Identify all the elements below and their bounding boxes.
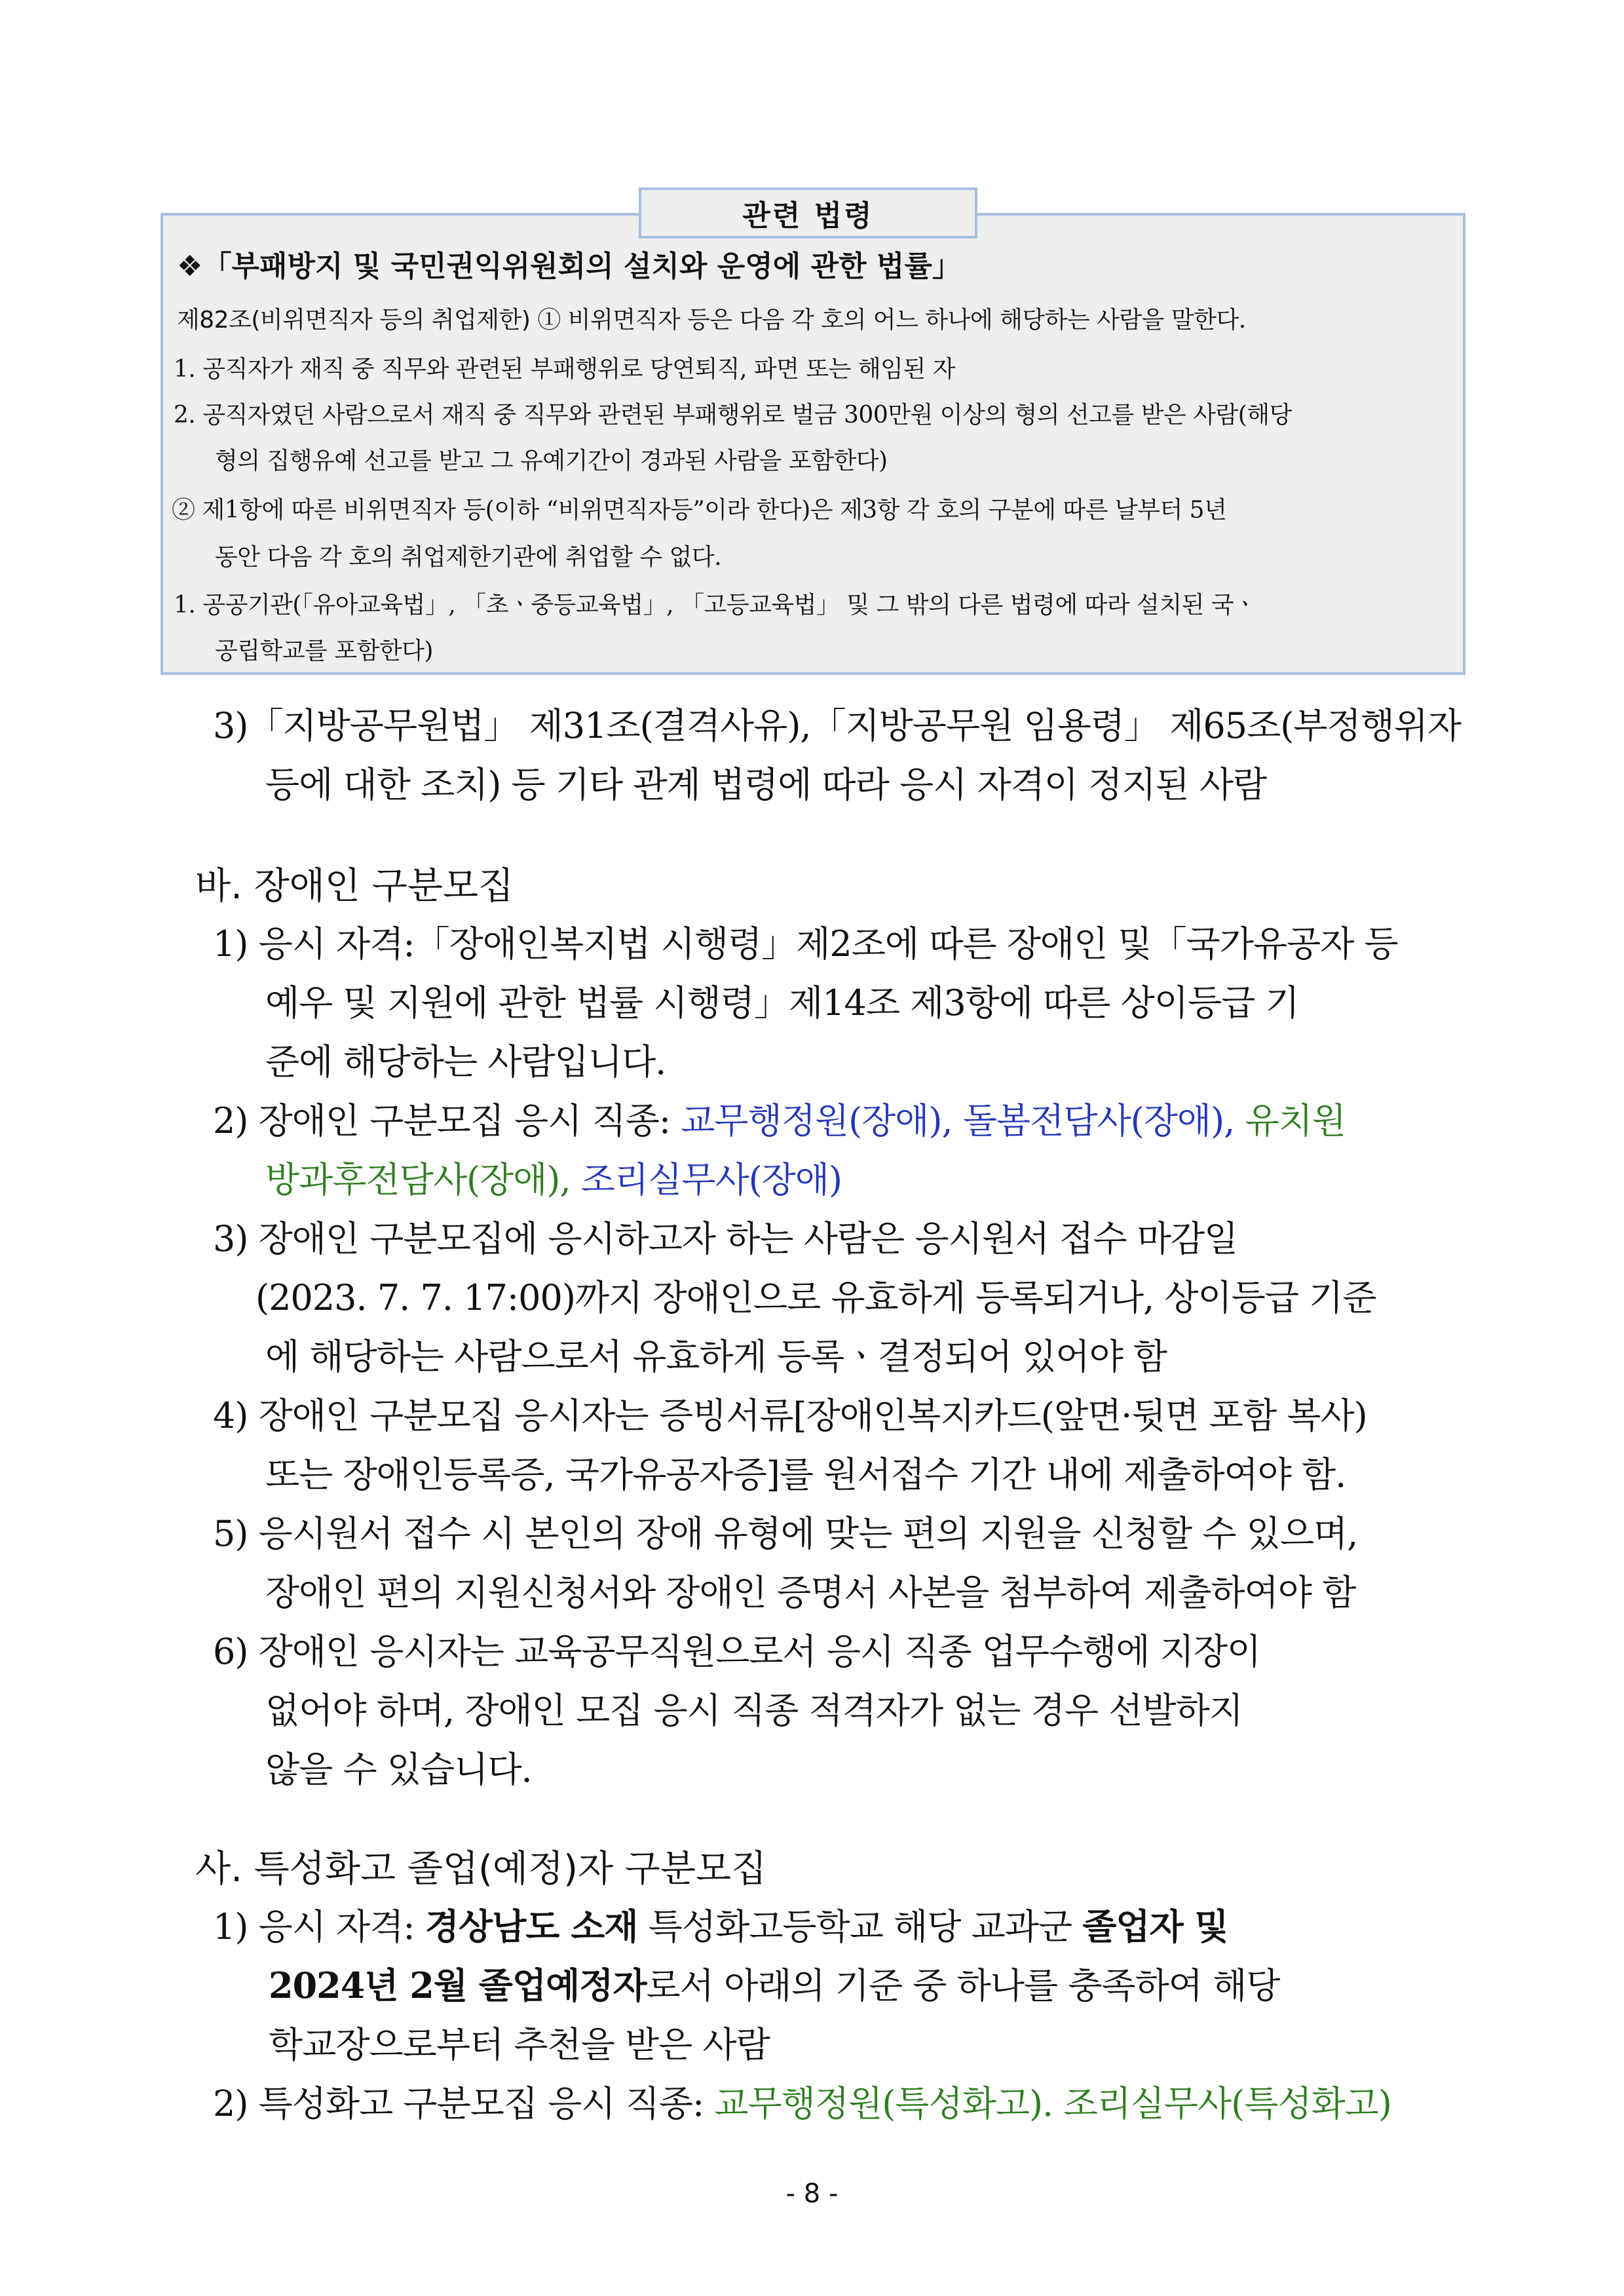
ba-item-4-line-1: 4) 장애인 구분모집 응시자는 증빙서류[장애인복지카드(앞면·뒷면 포함 복사): [213, 1395, 1367, 1436]
law-reference-tab: 관련 법령: [639, 187, 977, 239]
law-line-1: 1. 공직자가 재직 중 직무와 관련된 부패행위로 당연퇴직, 파면 또는 해임된 자: [174, 356, 955, 383]
law-line-6: 1. 공공기관(「유아교육법」, 「초ㆍ중등교육법」, 「고등교육법」 및 그 밖의 다른 법령에 따라 설치된 국ㆍ: [174, 592, 1256, 619]
law-article-line: [177, 301, 1246, 335]
ba-item-5-line-2: 장애인 편의 지원신청서와 장애인 증명서 사본을 첨부하여 제출하여야 함: [265, 1572, 1356, 1613]
sa-item-1-region: 경상남도 소재: [425, 1905, 638, 1947]
sa-item-1-line-3: 학교장으로부터 추천을 받은 사람: [269, 2024, 770, 2065]
section-heading-vocational-high-school: 사. 특성화고 졸업(예정)자 구분모집: [195, 1848, 767, 1890]
law-line-7: 공립학교를 포함한다): [215, 638, 433, 664]
ba-item-3-line-2: (2023. 7. 7. 17:00)까지 장애인으로 유효하게 등록되거나, 상이등급 기준: [255, 1277, 1376, 1318]
ba-item-2-jobs-blue-2: 조리실무사(장애): [580, 1159, 842, 1200]
disqualification-item-3-line-2: 등에 대한 조치) 등 기타 관계 법령에 따라 응시 자격이 정지된 사람: [265, 764, 1267, 805]
sa-item-1-mid: 특성화고등학교 해당 교과군: [637, 1906, 1083, 1947]
ba-item-5-line-1: 5) 응시원서 접수 시 본인의 장애 유형에 맞는 편의 지원을 신청할 수 있으며,: [213, 1513, 1358, 1554]
disqualification-item-3-line-1: 3)「지방공무원법」 제31조(결격사유),「지방공무원 임용령」 제65조(부정행위자: [213, 705, 1462, 746]
ba-item-1-line-3: 준에 해당하는 사람입니다.: [265, 1041, 666, 1082]
ba-item-4-line-2: 또는 장애인등록증, 국가유공자증]를 원서접수 기간 내에 제출하여야 함.: [265, 1454, 1346, 1495]
ba-item-1-line-1: 1) 응시 자격:「장애인복지법 시행령」제2조에 따른 장애인 및「국가유공자 등: [213, 923, 1398, 965]
ba-item-2-line-2: [265, 1152, 842, 1202]
sa-item-2-line-1: [213, 2076, 1391, 2126]
ba-item-2-jobs-green-1: 유치원: [1245, 1100, 1346, 1141]
ba-item-3-line-3: 에 해당하는 사람으로서 유효하게 등록ㆍ결정되어 있어야 함: [265, 1336, 1167, 1377]
page-number: - 8 -: [785, 2179, 839, 2209]
ba-item-2-jobs-blue: 교무행정원(장애), 돌봄전담사(장애),: [681, 1100, 1235, 1141]
sa-item-1-line-1: [213, 1899, 1228, 1949]
law-article-head: 제82조(비위면직자 등의 취업제한): [177, 307, 531, 334]
ba-item-2-jobs-green-2: 방과후전담사(장애),: [265, 1159, 571, 1200]
ba-item-2-line-1: [213, 1093, 1346, 1143]
law-line-3: 형의 집행유예 선고를 받고 그 유예기간이 경과된 사람을 포함한다): [215, 448, 888, 474]
section-heading-disabled-recruitment: 바. 장애인 구분모집: [195, 865, 514, 908]
law-title: ❖「부패방지 및 국민권익위원회의 설치와 운영에 관한 법률」: [177, 250, 961, 283]
law-line-2: 2. 공직자였던 사람으로서 재직 중 직무와 관련된 부패행위로 벌금 300만원 이상의 형의 선고를 받은 사람(해당: [174, 402, 1292, 429]
sa-item-2-jobs: 교무행정원(특성화고). 조리실무사(특성화고): [714, 2083, 1391, 2124]
sa-item-1-criteria: 로서 아래의 기준 중 하나를 충족하여 해당: [646, 1965, 1280, 2006]
sa-item-1-prefix: 1) 응시 자격:: [213, 1906, 425, 1947]
ba-item-6-line-3: 않을 수 있습니다.: [265, 1749, 532, 1790]
ba-item-6-line-1: 6) 장애인 응시자는 교육공무직원으로서 응시 직종 업무수행에 지장이: [213, 1631, 1261, 1672]
law-article-text: ① 비위면직자 등은 다음 각 호의 어느 하나에 해당하는 사람을 말한다.: [537, 307, 1246, 334]
law-line-5: 동안 다음 각 호의 취업제한기관에 취업할 수 없다.: [215, 544, 722, 571]
sa-item-1-graduates: 졸업자 및: [1082, 1905, 1228, 1947]
sa-item-1-line-2: [269, 1958, 1279, 2008]
ba-item-6-line-2: 없어야 하며, 장애인 모집 응시 직종 적격자가 없는 경우 선발하지: [265, 1690, 1243, 1731]
law-line-4: ② 제1항에 따른 비위면직자 등(이하 “비위면직자등”이라 한다)은 제3항 각 호의 구분에 따른 날부터 5년: [172, 497, 1227, 524]
sa-item-1-expected-graduates: 2024년 2월 졸업예정자: [269, 1964, 647, 2006]
ba-item-1-line-2: 예우 및 지원에 관한 법률 시행령」제14조 제3항에 따른 상이등급 기: [265, 982, 1299, 1024]
ba-item-3-line-1: 3) 장애인 구분모집에 응시하고자 하는 사람은 응시원서 접수 마감일: [213, 1218, 1238, 1259]
ba-item-2-prefix: 2) 장애인 구분모집 응시 직종:: [213, 1100, 681, 1141]
sa-item-2-prefix: 2) 특성화고 구분모집 응시 직종:: [213, 2083, 715, 2124]
